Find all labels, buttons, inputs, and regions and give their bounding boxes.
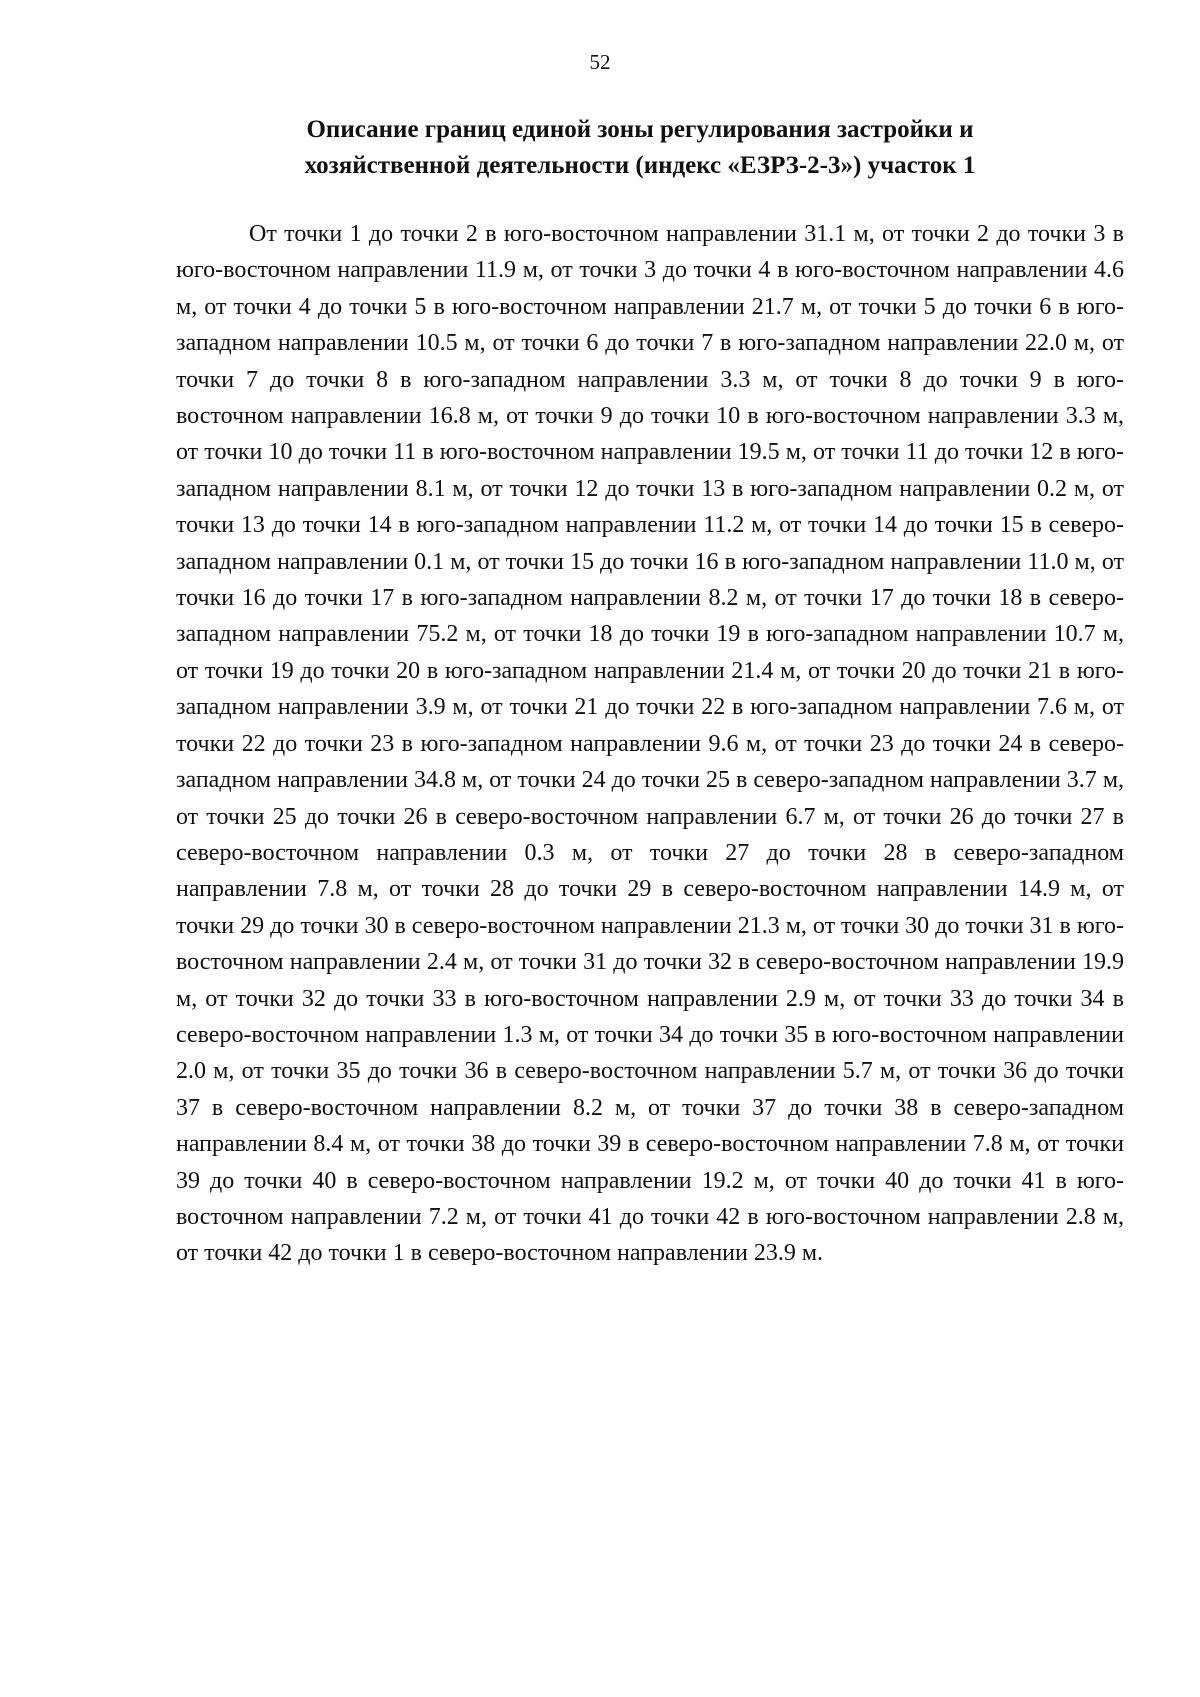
document-title [200, 112, 1080, 184]
title-line-2: хозяйственной деятельности (индекс «ЕЗРЗ-2-3») участок 1 [304, 152, 976, 179]
page-number: 52 [589, 50, 611, 74]
title-line-1: Описание границ единой зоны регулирования застройки и [306, 116, 974, 143]
boundary-description-paragraph: От точки 1 до точки 2 в юго-восточном направлении 31.1 м, от точки 2 до точки 3 в юго-восточном направлении 11.9 м, от точки 3 до точки 4 в юго-восточном направлении 4.6 м, от точки 4 до точки 5 в юго-восточном направлении 21.7 м, от точки 5 до точки 6 в юго-западном направлении 10.5 м, от точки 6 до точки 7 в юго-западном направлении 22.0 м, от точки 7 до точки 8 в юго-западном направлении 3.3 м, от точки 8 до точки 9 в юго-восточном направлении 16.8 м, от точки 9 до точки 10 в юго-восточном направлении 3.3 м, от точки 10 до точки 11 в юго-восточном направлении 19.5 м, от точки 11 до точки 12 в юго-западном направлении 8.1 м, от точки 12 до точки 13 в юго-западном направлении 0.2 м, от точки 13 до точки 14 в юго-западном направлении 11.2 м, от точки 14 до точки 15 в северо-западном направлении 0.1 м, от точки 15 до точки 16 в юго-западном направлении 11.0 м, от точки 16 до точки 17 в юго-западном направлении 8.2 м, от точки 17 до точки 18 в северо-западном направлении 75.2 м, от точки 18 до точки 19 в юго-западном направлении 10.7 м, от точки 19 до точки 20 в юго-западном направлении 21.4 м, от точки 20 до точки 21 в юго-западном направлении 3.9 м, от точки 21 до точки 22 в юго-западном направлении 7.6 м, от точки 22 до точки 23 в юго-западном направлении 9.6 м, от точки 23 до точки 24 в северо-западном направлении 34.8 м, от точки 24 до точки 25 в северо-западном направлении 3.7 м, от точки 25 до точки 26 в северо-восточном направлении 6.7 м, от точки 26 до точки 27 в северо-восточном направлении 0.3 м, от точки 27 до точки 28 в северо-западном направлении 7.8 м, от точки 28 до точки 29 в северо-восточном направлении 14.9 м, от точки 29 до точки 30 в северо-восточном направлении 21.3 м, от точки 30 до точки 31 в юго-восточном направлении 2.4 м, от точки 31 до точки 32 в северо-восточном направлении 19.9 м, от точки 32 до точки 33 в юго-восточном направлении 2.9 м, от точки 33 до точки 34 в северо-восточном направлении 1.3 м, от точки 34 до точки 35 в юго-восточном направлении 2.0 м, от точки 35 до точки 36 в северо-восточном направлении 5.7 м, от точки 36 до точки 37 в северо-восточном направлении 8.2 м, от точки 37 до точки 38 в северо-западном направлении 8.4 м, от точки 38 до точки 39 в северо-восточном направлении 7.8 м, от точки 39 до точки 40 в северо-восточном направлении 19.2 м, от точки 40 до точки 41 в юго-восточном направлении 7.2 м, от точки 41 до точки 42 в юго-восточном направлении 2.8 м, от точки 42 до точки 1 в северо-восточном направлении 23.9 м. [176, 221, 1125, 1267]
